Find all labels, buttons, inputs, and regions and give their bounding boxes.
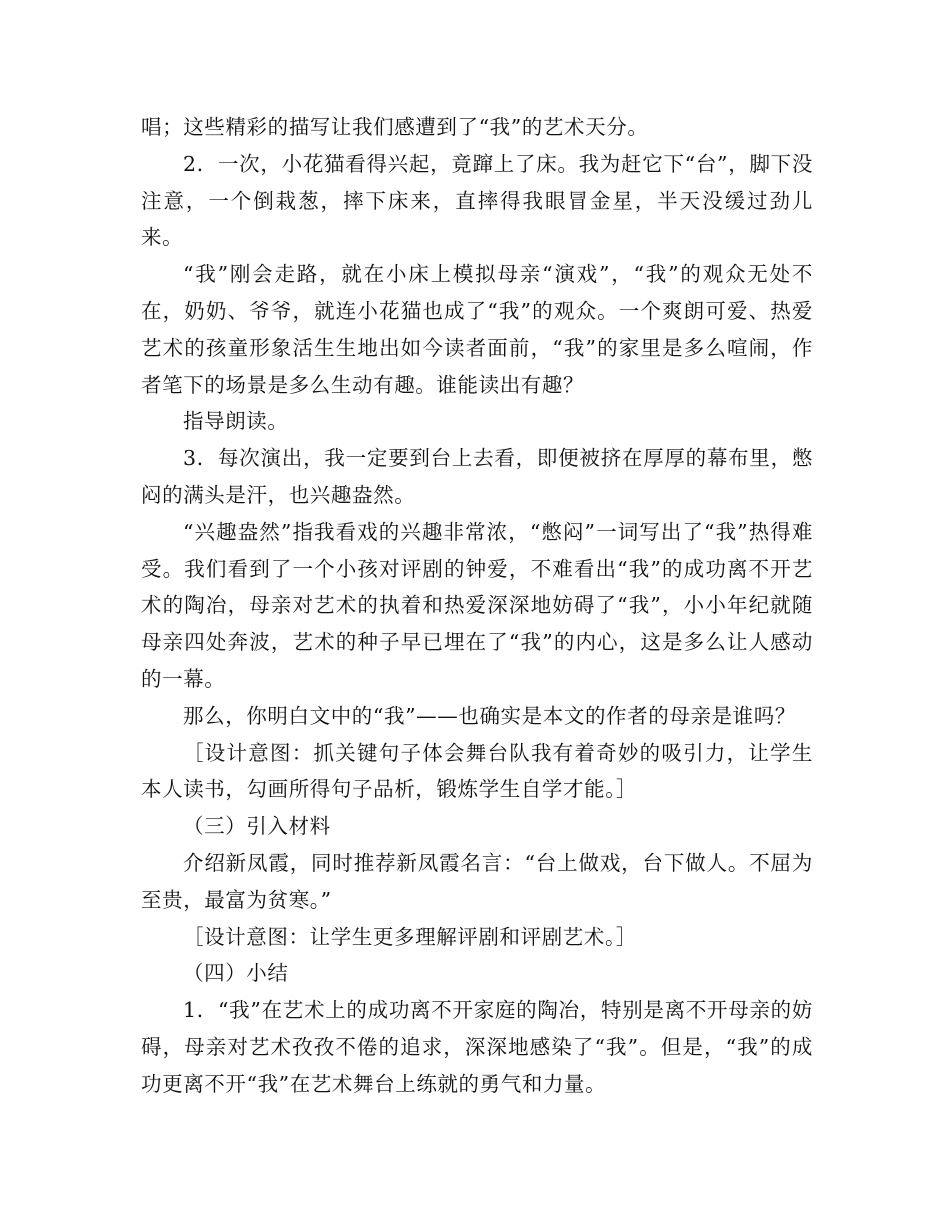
paragraph-summary-1: 1．“我”在艺术上的成功离不开家庭的陶冶，特别是离不开母亲的妨碍，母亲对艺术孜孜不倦的追求，深深地感染了“我”。但是，“我”的成功更离不开“我”在艺术舞台上练就的勇气和力量。: [141, 998, 813, 1096]
paragraph-continuation: 唱；这些精彩的描写让我们感遭到了“我”的艺术天分。: [141, 115, 649, 139]
paragraph-item-3: 3．每次演出，我一定要到台上去看，即便被挤在厚厚的幕布里，憋闷的满头是汗，也兴趣盎然。: [141, 446, 813, 507]
section-heading-4: （四）小结: [183, 961, 289, 986]
paragraph-design-intent-2: ［设计意图：让学生更多理解评剧和评剧艺术。］: [183, 924, 637, 949]
paragraph-analysis-1: “我”刚会走路，就在小床上模拟母亲“演戏”，“我”的观众无处不在，奶奶、爷爷，就连小花猫也成了“我”的观众。一个爽朗可爱、热爱艺术的孩童形象活生生地出如今读者面前，“我”的家里是多么喧闹，作者笔下的场景是多么生动有趣。谁能读出有趣？: [141, 262, 813, 397]
paragraph-guide-reading: 指导朗读。: [183, 409, 289, 434]
paragraph-design-intent-1: ［设计意图：抓关键句子体会舞台队我有着奇妙的吸引力，让学生本人读书，勾画所得句子品析，锻炼学生自学才能。］: [141, 740, 813, 802]
paragraph-question: 那么，你明白文中的“我”——也确实是本文的作者的母亲是谁吗？: [183, 703, 796, 728]
document-body: [141, 109, 813, 1103]
section-heading-3: （三）引入材料: [183, 814, 331, 839]
paragraph-introduction: 介绍新凤霞，同时推荐新凤霞名言：“台上做戏，台下做人。不屈为至贵，最富为贫寒。”: [141, 850, 813, 912]
paragraph-item-2: 2．一次，小花猫看得兴起，竟蹿上了床。我为赶它下“台”，脚下没注意，一个倒栽葱，摔下床来，直摔得我眼冒金星，半天没缓过劲儿来。: [141, 151, 813, 250]
paragraph-analysis-2: “兴趣盎然”指我看戏的兴趣非常浓，“憋闷”一词写出了“我”热得难受。我们看到了一个小孩对评剧的钟爱，不难看出“我”的成功离不开艺术的陶冶，母亲对艺术的执着和热爱深深地妨碍了“我”，小小年纪就随母亲四处奔波，艺术的种子早已埋在了“我”的内心，这是多么让人感动的一幕。: [141, 519, 813, 691]
